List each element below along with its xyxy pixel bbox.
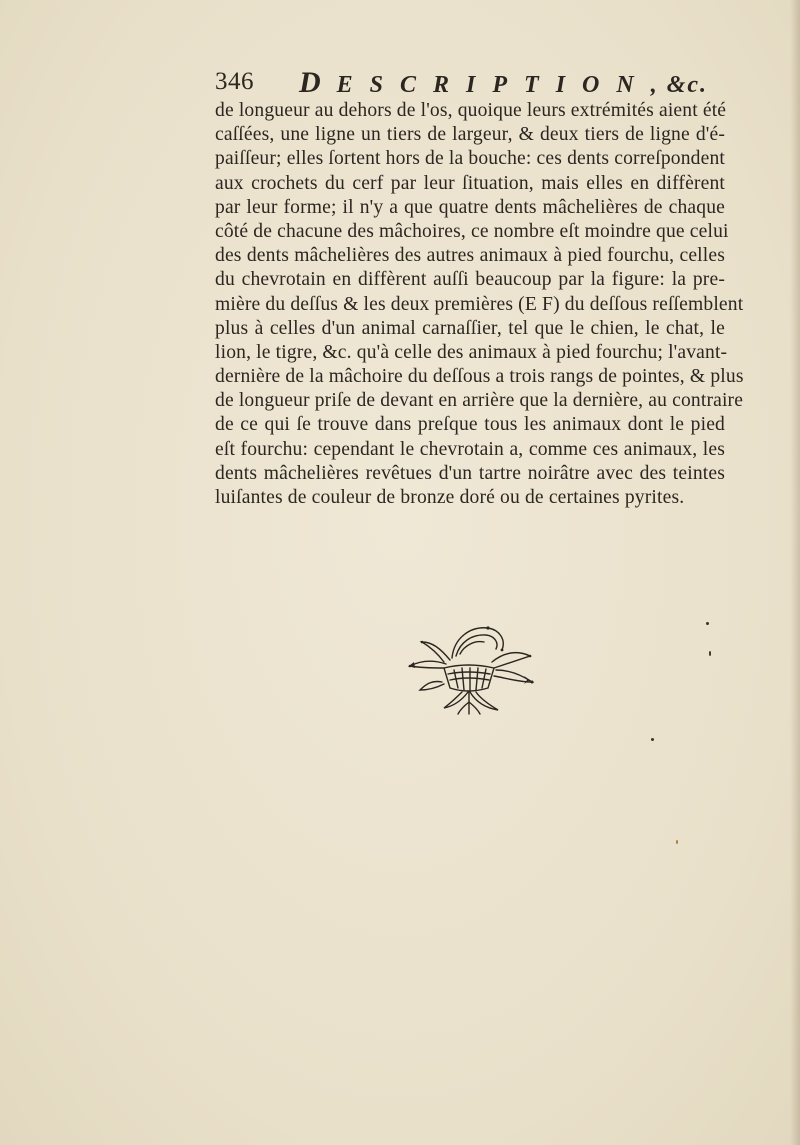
text-line: de longueur priſe de devant en arrière que la dernière, au contraire — [215, 390, 744, 412]
running-title-rest: ESCRIPTION — [336, 72, 651, 98]
page-edge-shadow — [790, 0, 800, 1145]
paper-speck — [676, 840, 678, 844]
body-paragraph — [215, 99, 744, 510]
paper-speck — [706, 622, 709, 625]
text-line: côté de chacune des mâchoires, ce nombre eſt moindre que celui — [215, 220, 729, 242]
text-line: lion, le tigre, &c. qu'à celle des animaux à pied fourchu; l'avant- — [215, 341, 728, 363]
page-number: 346 — [215, 68, 254, 95]
text-line: mière du deſſus & les deux premières (E F) du deſſous reſſemblent — [215, 293, 744, 315]
text-line: dernière de la mâchoire du deſſous a trois rangs de pointes, & plus — [215, 366, 744, 388]
running-title-suffix: , &c. — [650, 72, 709, 98]
text-line: luiſantes de couleur de bronze doré ou de certaines pyrites. — [215, 487, 685, 508]
text-line: paiſſeur; elles ſortent hors de la bouche: ces dents correſpondent — [215, 148, 725, 170]
running-header — [215, 66, 709, 100]
text-line: dents mâchelières revêtues d'un tartre noirâtre avec des teintes — [215, 462, 725, 484]
running-title — [299, 66, 708, 100]
text-line: de longueur au dehors de l'os, quoique leurs extrémités aient été — [215, 100, 727, 121]
text-line: du chevrotain en diffèrent auſſi beaucoup par la figure: la pre- — [215, 269, 725, 291]
text-line: eſt fourchu: cependant le chevrotain a, comme ces animaux, les — [215, 438, 725, 460]
text-line: par leur forme; il n'y a que quatre dents mâchelières de chaque — [215, 196, 725, 218]
paper-speck — [709, 651, 711, 656]
text-line: plus à celles d'un animal carnaſſier, tel que le chien, le chat, le — [215, 317, 725, 339]
floral-basket-ornament-icon — [392, 618, 544, 716]
text-line: des dents mâchelières des autres animaux à pied fourchu, celles — [215, 245, 725, 267]
text-line: de ce qui ſe trouve dans preſque tous les animaux dont le pied — [215, 414, 725, 436]
paper-speck — [651, 738, 654, 741]
running-title-initial: D — [299, 66, 337, 99]
text-line: caſſées, une ligne un tiers de largeur, & deux tiers de ligne d'é- — [215, 124, 725, 146]
text-line: aux crochets du cerf par leur ſituation, mais elles en diffèrent — [215, 172, 725, 194]
